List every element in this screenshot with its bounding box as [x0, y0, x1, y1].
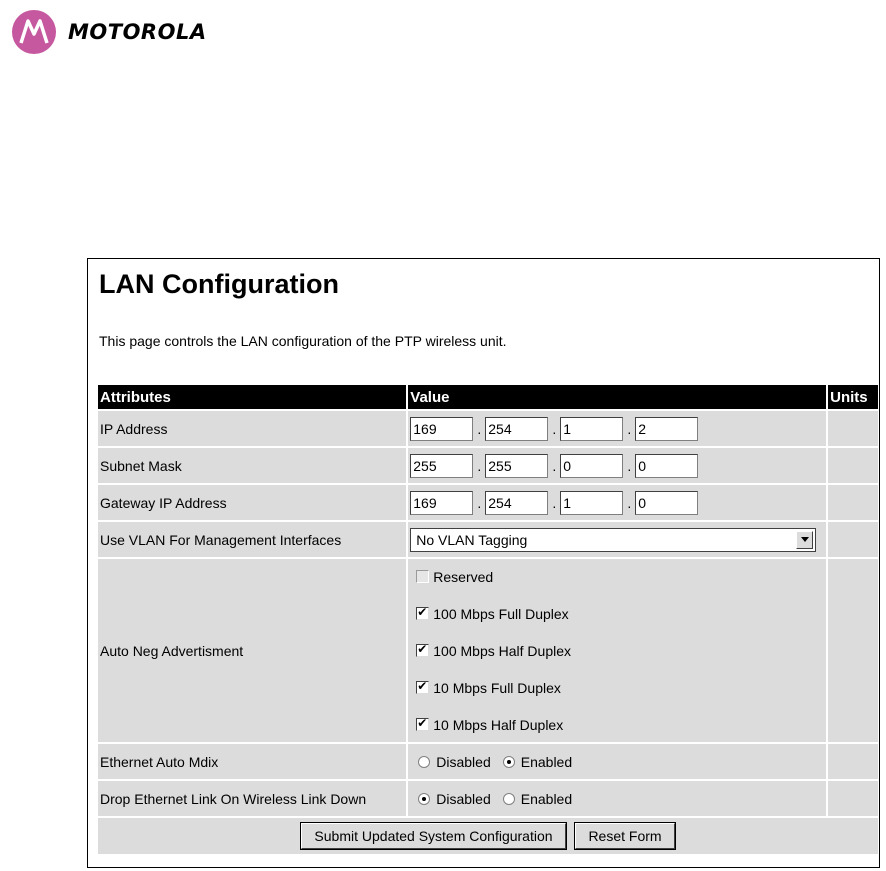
octet-separator: .: [477, 457, 482, 474]
10-full-duplex-label: 10 Mbps Full Duplex: [433, 679, 561, 696]
auto-neg-option-10-half: [410, 707, 824, 742]
reset-button[interactable]: Reset Form: [575, 823, 674, 849]
gateway-cell: [408, 485, 826, 520]
ip-address-octet-3[interactable]: [560, 417, 623, 441]
subnet-mask-octet-1[interactable]: [410, 454, 473, 478]
vlan-cell: [408, 522, 826, 557]
reserved-checkbox: [416, 570, 429, 583]
octet-separator: .: [552, 420, 557, 437]
auto-neg-label: Auto Neg Advertisment: [98, 559, 406, 742]
10-full-duplex-checkbox[interactable]: [416, 681, 429, 694]
octet-separator: .: [477, 420, 482, 437]
auto-neg-units: [828, 559, 878, 742]
auto-mdix-enabled-label: Enabled: [520, 753, 573, 770]
drop-link-enabled-label: Enabled: [520, 790, 573, 807]
subnet-mask-octet-2[interactable]: [485, 454, 548, 478]
config-table: [96, 383, 880, 856]
vlan-select[interactable]: [410, 528, 816, 552]
100-half-duplex-label: 100 Mbps Half Duplex: [433, 642, 572, 659]
10-half-duplex-label: 10 Mbps Half Duplex: [433, 716, 564, 733]
table-row-ip-address: [98, 411, 878, 446]
header-units: Units: [828, 385, 878, 409]
actions-cell: [98, 818, 878, 854]
subnet-mask-units: [828, 448, 878, 483]
motorola-batwing-icon: [12, 10, 56, 54]
vlan-units: [828, 522, 878, 557]
auto-neg-option-reserved: [410, 559, 824, 594]
subnet-mask-label: Subnet Mask: [98, 448, 406, 483]
drop-link-radio-group: [410, 791, 824, 807]
10-half-duplex-checkbox[interactable]: [416, 718, 429, 731]
table-row-subnet-mask: [98, 448, 878, 483]
lan-config-panel: [87, 258, 880, 868]
subnet-mask-octet-4[interactable]: [635, 454, 698, 478]
table-row-auto-mdix: [98, 744, 878, 779]
100-full-duplex-checkbox[interactable]: [416, 607, 429, 620]
auto-mdix-enabled-radio[interactable]: [503, 756, 515, 768]
drop-link-label: Drop Ethernet Link On Wireless Link Down: [98, 781, 406, 816]
auto-neg-cell: [408, 559, 826, 742]
vlan-label: Use VLAN For Management Interfaces: [98, 522, 406, 557]
100-full-duplex-label: 100 Mbps Full Duplex: [433, 605, 569, 622]
auto-mdix-units: [828, 744, 878, 779]
drop-link-disabled-label: Disabled: [436, 790, 491, 807]
auto-mdix-disabled-label: Disabled: [436, 753, 491, 770]
auto-neg-option-100-full: [410, 596, 824, 631]
drop-link-units: [828, 781, 878, 816]
octet-separator: .: [477, 494, 482, 511]
octet-separator: .: [627, 457, 632, 474]
octet-separator: .: [552, 457, 557, 474]
ip-address-octet-1[interactable]: [410, 417, 473, 441]
gateway-fields: [410, 491, 824, 515]
subnet-mask-octet-3[interactable]: [560, 454, 623, 478]
ip-address-label: IP Address: [98, 411, 406, 446]
chevron-down-icon[interactable]: [796, 531, 813, 549]
table-header-row: [98, 385, 878, 409]
drop-link-disabled-radio[interactable]: [418, 793, 430, 805]
subnet-mask-cell: [408, 448, 826, 483]
subnet-mask-fields: [410, 454, 824, 478]
drop-link-enabled-radio[interactable]: [503, 793, 515, 805]
auto-mdix-radio-group: [410, 754, 824, 770]
ip-address-fields: [410, 417, 824, 441]
gateway-octet-4[interactable]: [635, 491, 698, 515]
auto-mdix-label: Ethernet Auto Mdix: [98, 744, 406, 779]
octet-separator: .: [627, 494, 632, 511]
header-value: Value: [408, 385, 826, 409]
gateway-label: Gateway IP Address: [98, 485, 406, 520]
100-half-duplex-checkbox[interactable]: [416, 644, 429, 657]
brand-name: MOTOROLA: [68, 20, 207, 44]
page-title: LAN Configuration: [99, 269, 339, 299]
octet-separator: .: [552, 494, 557, 511]
auto-neg-option-100-half: [410, 633, 824, 668]
auto-neg-options: [410, 557, 824, 744]
drop-link-cell: [408, 781, 826, 816]
ip-address-octet-4[interactable]: [635, 417, 698, 441]
auto-mdix-cell: [408, 744, 826, 779]
motorola-logo: [12, 10, 207, 54]
auto-mdix-disabled-radio[interactable]: [418, 756, 430, 768]
vlan-selected-value: No VLAN Tagging: [416, 531, 528, 548]
ip-address-units: [828, 411, 878, 446]
table-row-auto-neg: [98, 559, 878, 742]
reserved-label: Reserved: [433, 568, 494, 585]
ip-address-cell: [408, 411, 826, 446]
table-row-gateway: [98, 485, 878, 520]
header-attributes: Attributes: [98, 385, 406, 409]
table-row-drop-link: [98, 781, 878, 816]
table-row-actions: [98, 818, 878, 854]
gateway-units: [828, 485, 878, 520]
page-description: This page controls the LAN configuration of the PTP wireless unit.: [99, 333, 507, 349]
gateway-octet-2[interactable]: [485, 491, 548, 515]
gateway-octet-1[interactable]: [410, 491, 473, 515]
ip-address-octet-2[interactable]: [485, 417, 548, 441]
auto-neg-option-10-full: [410, 670, 824, 705]
submit-button[interactable]: Submit Updated System Configuration: [301, 823, 565, 849]
octet-separator: .: [627, 420, 632, 437]
gateway-octet-3[interactable]: [560, 491, 623, 515]
table-row-vlan: [98, 522, 878, 557]
